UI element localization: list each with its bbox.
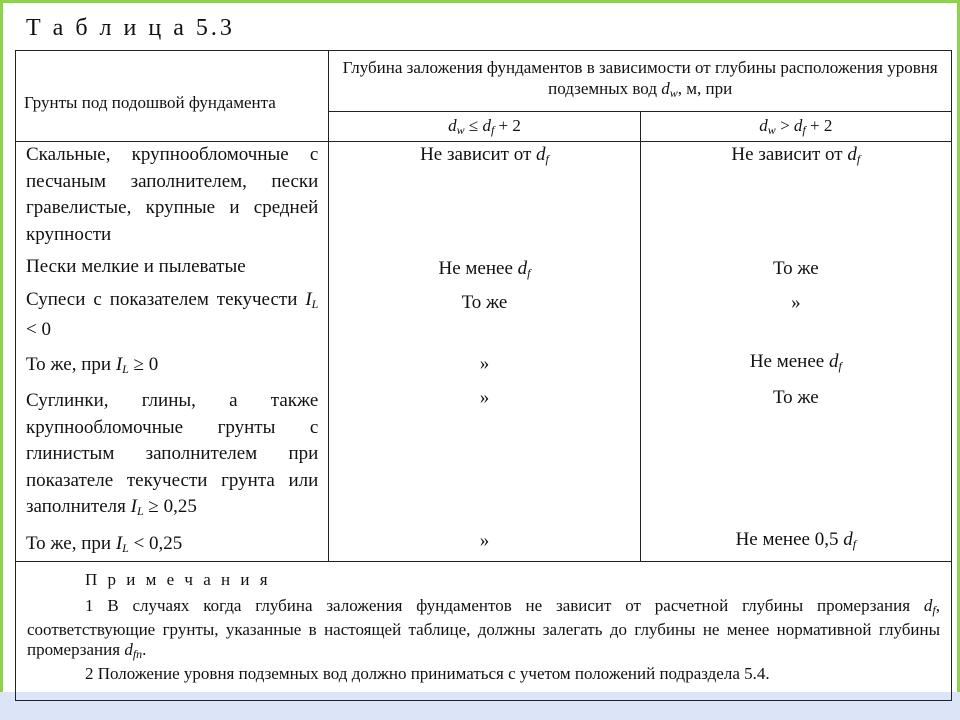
notes-row <box>16 562 952 701</box>
v1-row-2-text: Не менее <box>438 258 518 279</box>
soil-row-4-text: То же, при <box>26 353 116 375</box>
cond2-a-sub: w <box>767 122 776 137</box>
v1-row-2-sub: f <box>527 266 531 280</box>
soil-row-6-tail: < 0,25 <box>128 532 183 554</box>
soil-row-4-var: I <box>115 353 123 375</box>
soil-column <box>16 142 329 562</box>
note-1-text: 1 В случаях когда глубина заложения фундаментов не зависит от расчетной глубины промерзания <box>85 596 924 615</box>
v2-row-1 <box>641 144 951 167</box>
notes-cell <box>16 562 952 701</box>
cond2-b: d <box>793 115 803 135</box>
note-1-var2: d <box>124 640 133 659</box>
note-2: 2 Положение уровня подземных вод должно приниматься с учетом положений подраздела 5.4. <box>85 664 770 683</box>
soil-row-4-tail: ≥ 0 <box>128 353 159 375</box>
v1-row-4: » <box>479 353 490 374</box>
soil-row-6 <box>26 531 318 562</box>
v2-row-6-sub: f <box>852 537 857 551</box>
v2-row-1-var: d <box>847 144 857 165</box>
v2-row-1-sub: f <box>856 152 861 166</box>
condition-header-2 <box>640 112 951 142</box>
v2-row-1-text: Не зависит от <box>731 144 848 165</box>
v2-row-6-text: Не менее 0,5 <box>735 529 844 550</box>
v1-row-1 <box>329 144 639 167</box>
cond1-a-sub: w <box>456 122 465 137</box>
cond1-b: d <box>482 115 491 135</box>
v2-row-3: » <box>791 292 801 313</box>
v2-row-4-sub: f <box>838 359 842 373</box>
note-1-end: . <box>142 640 147 659</box>
condition-header-1 <box>329 112 640 142</box>
note-1 <box>27 596 940 664</box>
cond1-b-sub: f <box>490 122 495 137</box>
v1-row-6: » <box>479 530 490 551</box>
v1-row-1-sub: f <box>545 152 549 166</box>
v1-row-1-var: d <box>536 144 546 165</box>
note-1-sub2: fn <box>132 647 143 661</box>
soil-row-6-text: То же, при <box>26 532 116 554</box>
cond1-tail: + 2 <box>494 115 521 135</box>
soil-row-5 <box>26 388 318 525</box>
cond2-tail: + 2 <box>805 115 833 135</box>
soil-row-4 <box>26 352 318 383</box>
v1-row-2 <box>329 258 639 281</box>
v1-row-1-text: Не зависит от <box>420 144 537 165</box>
soil-row-3-sub: L <box>311 296 319 311</box>
cond2-a: d <box>759 115 768 135</box>
soil-row-5-sub: L <box>136 504 144 518</box>
cond1-op: ≤ <box>464 115 483 135</box>
soil-row-5-text: Суглинки, глины, а также крупнообломочные грунты с глинистым заполнителем при показателе текучести грунта или заполнителя <box>26 390 319 517</box>
v1-row-3: То же <box>461 292 508 313</box>
v2-row-4 <box>641 351 951 374</box>
v2-row-4-var: d <box>828 351 839 372</box>
cond2-b-sub: f <box>802 122 806 137</box>
notes-title: П р и м е ч а н и я <box>85 570 271 589</box>
v1-row-2-var: d <box>517 258 528 279</box>
v2-row-6-var: d <box>843 529 853 550</box>
depth-header-text: Глубина заложения фундаментов в зависимости от глубины расположения уровня подземных вод <box>342 58 938 98</box>
soil-row-6-var: I <box>115 532 123 554</box>
soil-row-3-var: I <box>305 288 312 310</box>
note-1-sub: f <box>932 603 936 617</box>
depth-header-var: d <box>661 79 670 98</box>
v2-row-2: То же <box>772 258 819 279</box>
document-page <box>3 3 957 692</box>
v1-row-5: » <box>479 387 490 408</box>
cond1-a: d <box>448 115 457 135</box>
value-column-1 <box>329 142 640 562</box>
soil-row-2: Пески мелкие и пылеватые <box>26 256 246 277</box>
depth-header-suffix: , м, при <box>677 79 733 98</box>
soil-row-1: Скальные, крупнообломочные с песчаным заполнителем, пески гравелистые, крупные и средней крупности <box>26 144 319 245</box>
soil-row-3-tail: < 0 <box>26 319 51 340</box>
note-1-var: d <box>923 596 933 615</box>
soil-row-5-tail: ≥ 0,25 <box>143 496 197 517</box>
soil-row-3-text: Супеси с показателем текучести <box>26 288 306 310</box>
header-row-1 <box>16 51 952 112</box>
body-row <box>16 142 952 562</box>
cond2-op: > <box>775 115 794 135</box>
v2-row-6 <box>641 529 951 552</box>
soil-row-6-sub: L <box>122 540 129 555</box>
soil-column-header-text: Грунты под подошвой фундамента <box>24 93 276 112</box>
depth-header-sub: w <box>669 86 678 100</box>
v2-row-4-text: Не менее <box>749 351 829 372</box>
soil-row-3 <box>26 287 318 344</box>
note-1-mid: , соответствующие грунты, указанные в настоящей таблице, должны залегать до глубины не менее нормативной глубины промерзания <box>27 596 940 659</box>
v2-row-5: То же <box>772 387 819 408</box>
foundation-depth-table <box>15 50 952 701</box>
soil-row-5-var: I <box>130 496 137 517</box>
table-title: Т а б л и ц а 5.3 <box>26 15 235 41</box>
soil-row-4-sub: L <box>122 361 129 376</box>
value-column-2 <box>640 142 951 562</box>
soil-column-header <box>16 51 329 142</box>
depth-group-header <box>329 51 952 112</box>
